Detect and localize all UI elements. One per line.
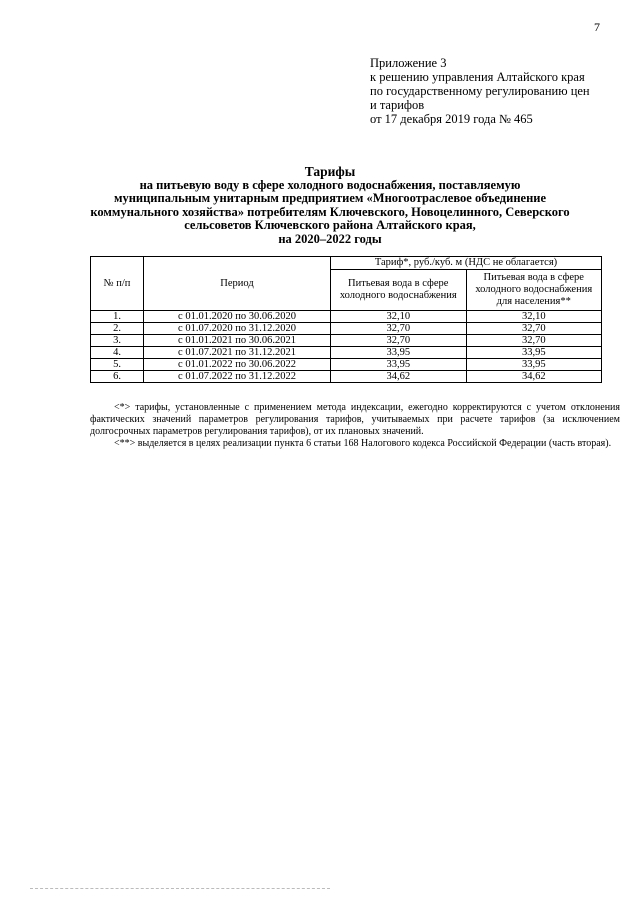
appendix-line: по государственному регулированию цен: [370, 84, 590, 98]
cell-value: 32,10: [466, 311, 602, 323]
header-col2: Питьевая вода в сфере холодного водоснабжения для населения**: [466, 270, 602, 311]
cell-period: с 01.01.2020 по 30.06.2020: [144, 311, 331, 323]
table-row: [91, 311, 602, 323]
appendix-line: Приложение 3: [370, 56, 447, 70]
appendix-line: и тарифов: [370, 98, 425, 112]
cell-period: с 01.01.2022 по 30.06.2022: [144, 359, 331, 371]
table-row: [91, 335, 602, 347]
footer-divider: [30, 888, 330, 890]
title-line: на питьевую воду в сфере холодного водоснабжения, поставляемую: [139, 177, 521, 192]
cell-num: 1.: [91, 311, 144, 323]
cell-num: 4.: [91, 347, 144, 359]
header-tariff: Тариф*, руб./куб. м (НДС не облагается): [331, 257, 602, 270]
table-row: [91, 323, 602, 335]
cell-value: 33,95: [331, 359, 467, 371]
cell-value: 33,95: [331, 347, 467, 359]
table-row: [91, 347, 602, 359]
cell-value: 34,62: [331, 371, 467, 383]
footnote: <**> выделяется в целях реализации пункта 6 статьи 168 Налогового кодекса Российской Федерации (часть вторая).: [114, 438, 612, 449]
title-line: коммунального хозяйства» потребителям Ключевского, Новоцелинного, Северского: [90, 204, 570, 219]
title-main: Тарифы: [304, 164, 356, 179]
appendix-line: к решению управления Алтайского края: [370, 70, 585, 84]
tariff-table: [90, 256, 602, 383]
cell-num: 5.: [91, 359, 144, 371]
cell-value: 32,10: [331, 311, 467, 323]
document-title: [80, 165, 580, 246]
cell-value: 32,70: [466, 335, 602, 347]
title-line: сельсоветов Ключевского района Алтайского края,: [184, 218, 476, 232]
cell-period: с 01.07.2020 по 31.12.2020: [144, 323, 331, 335]
cell-period: с 01.07.2022 по 31.12.2022: [144, 371, 331, 383]
footnotes: [90, 402, 620, 450]
footnote: <*> тарифы, установленные с применением метода индексации, ежегодно корректируются с учетом отклонения фактических значений параметров регулирования тарифов, учитываемых при расчете тарифов (за исключением долгосрочных параметров регулирования тарифов), от их плановых значений.: [90, 402, 620, 437]
cell-value: 34,62: [466, 371, 602, 383]
cell-value: 32,70: [466, 323, 602, 335]
header-period: Период: [144, 257, 331, 311]
cell-period: с 01.01.2021 по 30.06.2021: [144, 335, 331, 347]
cell-value: 33,95: [466, 347, 602, 359]
cell-num: 6.: [91, 371, 144, 383]
header-num: № п/п: [91, 257, 144, 311]
cell-num: 3.: [91, 335, 144, 347]
page-number: 7: [594, 20, 600, 34]
table-row: [91, 371, 602, 383]
cell-value: 32,70: [331, 335, 467, 347]
cell-num: 2.: [91, 323, 144, 335]
title-line: на 2020–2022 годы: [278, 231, 382, 246]
header-col1: Питьевая вода в сфере холодного водоснабжения: [331, 270, 467, 311]
appendix-line: от 17 декабря 2019 года № 465: [370, 112, 533, 126]
table-row: [91, 359, 602, 371]
cell-period: с 01.07.2021 по 31.12.2021: [144, 347, 331, 359]
cell-value: 33,95: [466, 359, 602, 371]
appendix-block: [370, 56, 620, 126]
cell-value: 32,70: [331, 323, 467, 335]
title-line: муниципальным унитарным предприятием «Многоотраслевое объединение: [113, 191, 547, 205]
